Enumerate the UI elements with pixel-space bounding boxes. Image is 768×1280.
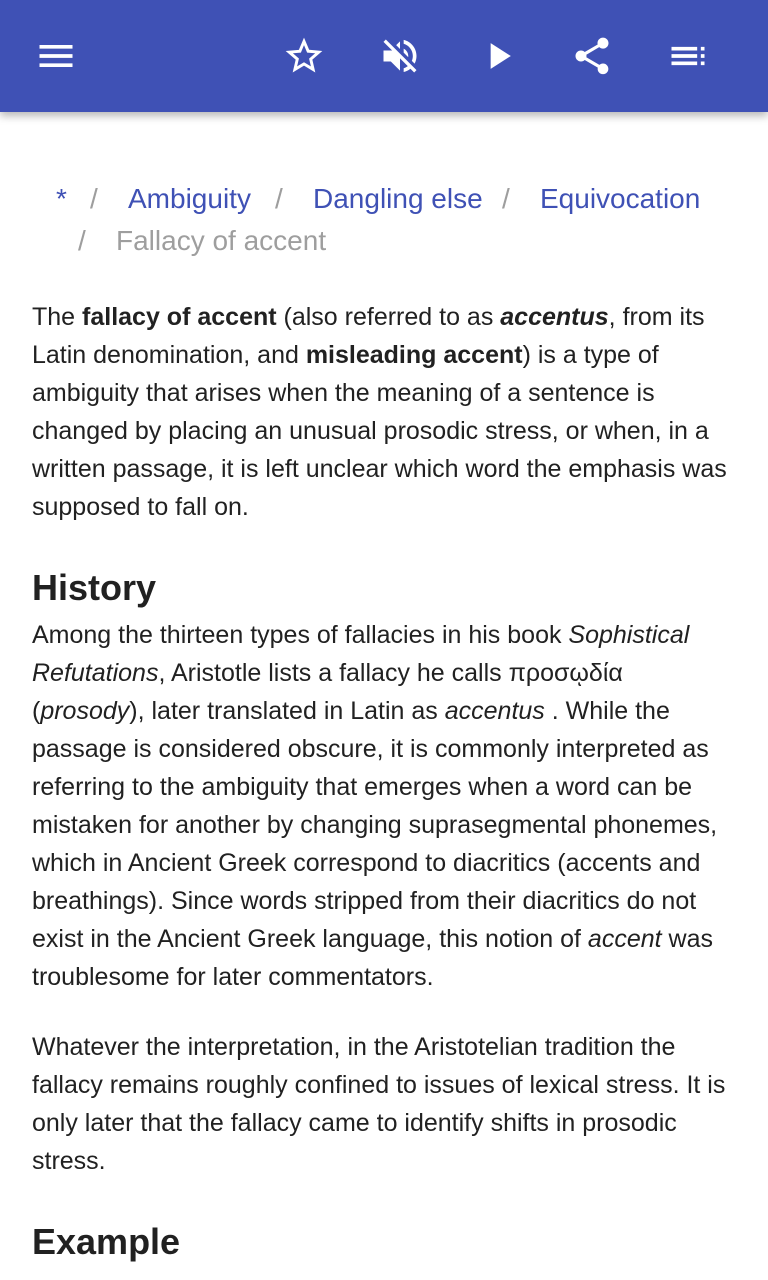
breadcrumb-separator: / bbox=[78, 225, 86, 256]
menu-button[interactable] bbox=[28, 28, 84, 84]
breadcrumb-link-dangling-else[interactable]: Dangling else bbox=[313, 183, 483, 214]
term-bold: misleading accent bbox=[305, 341, 523, 369]
intro-paragraph bbox=[32, 298, 736, 526]
book-title: Sophistical Refutations bbox=[32, 621, 690, 687]
breadcrumb-separator: / bbox=[502, 183, 510, 214]
term-italic: accentus bbox=[444, 697, 545, 725]
mute-button[interactable] bbox=[372, 28, 428, 84]
section-heading-example: Example bbox=[32, 1221, 181, 1262]
text-run: ) is a type of ambiguity that arises when the meaning of a sentence is changed by placing an unusual prosodic stress, or when, in a written passage, it is left unclear which word the emphasis was supposed to fall on. bbox=[32, 341, 727, 521]
text-run: , from its Latin denomination, and bbox=[32, 303, 705, 369]
share-icon bbox=[570, 34, 614, 78]
volume-off-icon bbox=[378, 34, 422, 78]
text-run: Among the thirteen types of fallacies in his book bbox=[32, 621, 569, 649]
text-run: (also referred to as bbox=[276, 303, 501, 331]
text-run: . While the passage is considered obscure, it is commonly interpreted as referring to the ambiguity that emerges when a word can be mistaken for another by changing suprasegmental phonemes, which in Ancient Greek correspond to diacritics (accents and breathings). Since words stripped from their diacritics do not exist in the Ancient Greek language, this notion of bbox=[32, 697, 718, 953]
breadcrumb-link-equivocation[interactable]: Equivocation bbox=[540, 183, 701, 214]
text-run: , Aristotle lists a fallacy he calls προσῳδία ( bbox=[32, 659, 623, 725]
breadcrumb-current: Fallacy of accent bbox=[116, 225, 327, 256]
breadcrumb-link-home[interactable]: * bbox=[56, 183, 67, 214]
share-button[interactable] bbox=[564, 28, 620, 84]
app-bar bbox=[0, 0, 768, 112]
play-icon bbox=[476, 34, 520, 78]
history-paragraph-2: Whatever the interpretation, in the Aristotelian tradition the fallacy remains roughly confined to issues of lexical stress. It is only later that the fallacy came to identify shifts in prosodic stress. bbox=[32, 1033, 726, 1175]
text-run: was troublesome for later commentators. bbox=[32, 925, 713, 991]
term-italic: accent bbox=[587, 925, 662, 953]
breadcrumb-link-ambiguity[interactable]: Ambiguity bbox=[128, 183, 251, 214]
bookmark-button[interactable] bbox=[276, 28, 332, 84]
breadcrumb bbox=[32, 178, 736, 262]
text-run: ), later translated in Latin as bbox=[129, 697, 445, 725]
playlist-icon bbox=[666, 34, 710, 78]
history-paragraph-1 bbox=[32, 616, 736, 996]
contents-button[interactable] bbox=[660, 28, 716, 84]
term-bold: fallacy of accent bbox=[82, 303, 277, 331]
section-heading-history: History bbox=[32, 567, 157, 608]
breadcrumb-separator: / bbox=[275, 183, 283, 214]
term-italic: prosody bbox=[40, 697, 130, 725]
play-button[interactable] bbox=[470, 28, 526, 84]
menu-icon bbox=[34, 34, 78, 78]
text-run: The bbox=[32, 303, 83, 331]
breadcrumb-separator: / bbox=[90, 183, 98, 214]
star-outline-icon bbox=[282, 34, 326, 78]
term-bold-italic: accentus bbox=[500, 303, 609, 331]
